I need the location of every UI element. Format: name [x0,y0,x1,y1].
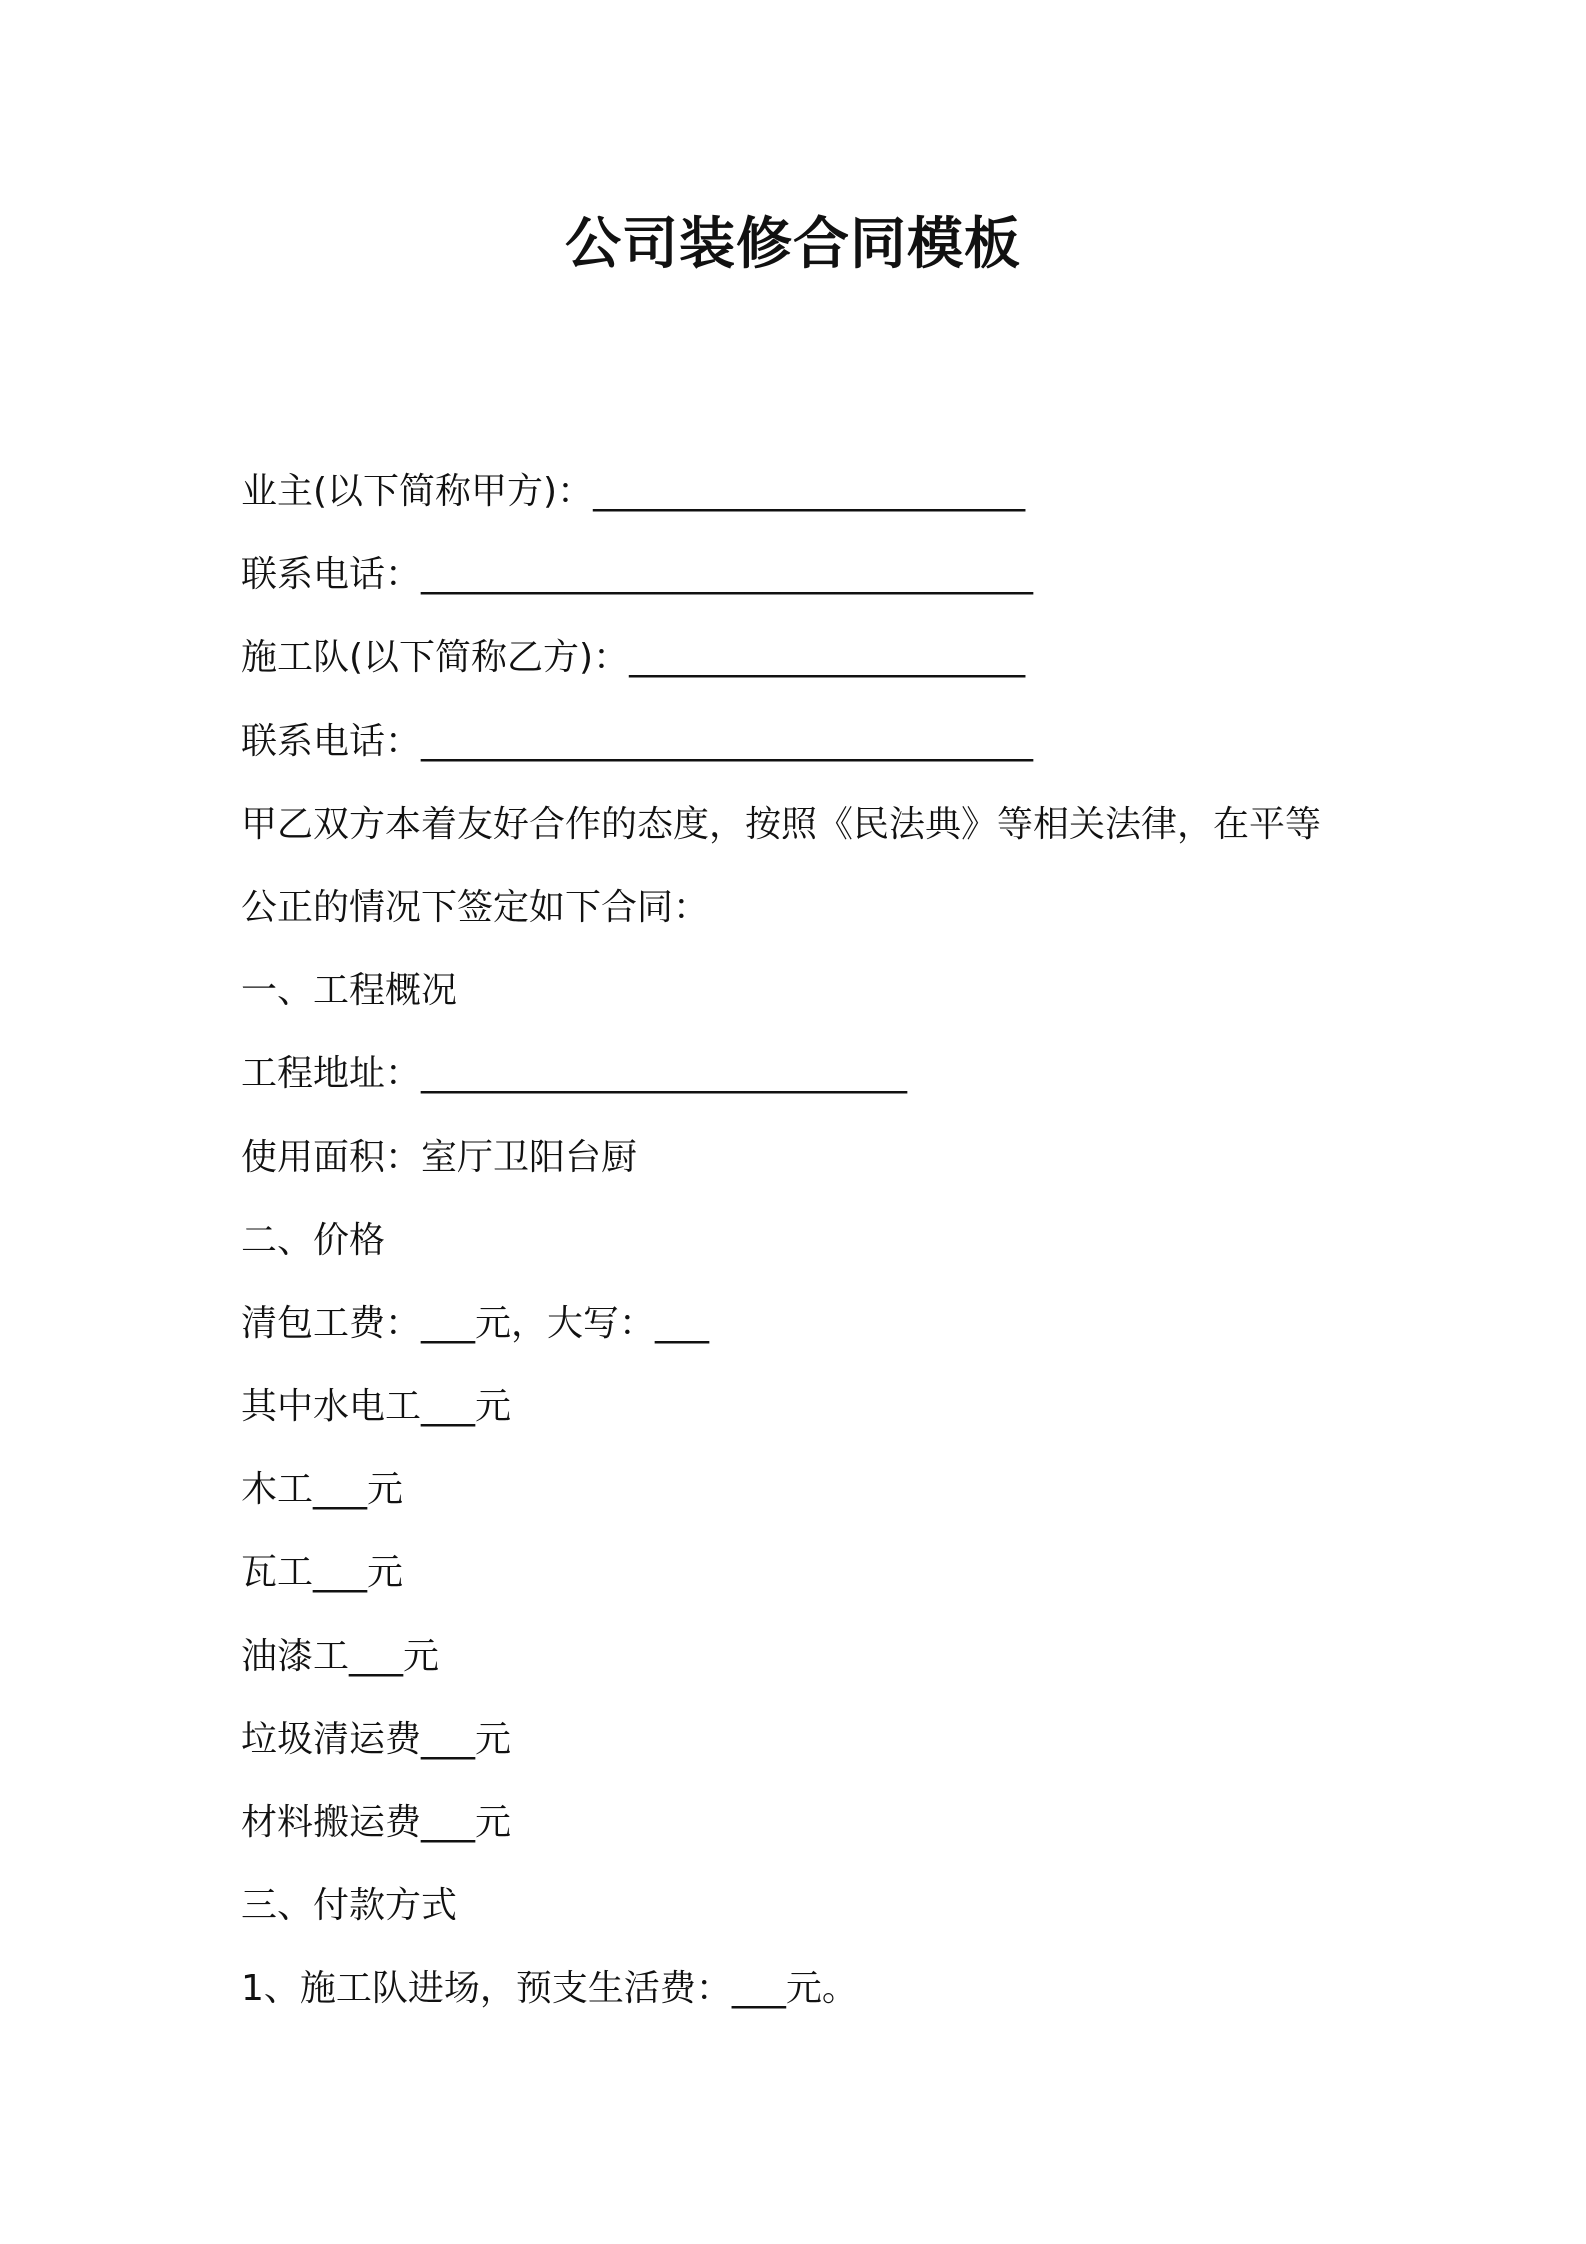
contractor-party-line: 施工队(以下简称乙方)：______________________ [241,637,1026,679]
preamble-line-2: 公正的情况下签定如下合同： [241,886,710,928]
project-address-line: 工程地址：___________________________ [241,1053,908,1095]
usable-area-line: 使用面积：室厅卫阳台厨 [241,1136,638,1178]
document-title: 公司装修合同模板 [565,212,1021,277]
tiling-fee-line: 瓦工___元 [241,1552,404,1594]
owner-phone-line: 联系电话：__________________________________ [241,554,1034,596]
document-body [241,450,1361,2031]
plumbing-electrical-fee-line: 其中水电工___元 [241,1386,512,1428]
owner-party-line: 业主(以下简称甲方)：________________________ [241,471,1026,512]
preamble-line-1: 甲乙双方本着友好合作的态度，按照《民法典》等相关法律，在平等 [241,803,1322,845]
labor-fee-line: 清包工费：___元，大写：___ [241,1302,710,1344]
material-transport-fee-line: 材料搬运费___元 [241,1802,512,1843]
painting-fee-line: 油漆工___元 [241,1635,440,1677]
waste-removal-fee-line: 垃圾清运费___元 [241,1718,512,1760]
contractor-phone-line: 联系电话：__________________________________ [241,720,1034,762]
section-heading-price: 二、价格 [241,1219,386,1261]
section-heading-payment: 三、付款方式 [241,1885,458,1927]
payment-item-1: 1、施工队进场，预支生活费：___元。 [241,1968,858,2010]
section-heading-project-overview: 一、工程概况 [241,970,458,1012]
carpentry-fee-line: 木工___元 [241,1469,404,1511]
